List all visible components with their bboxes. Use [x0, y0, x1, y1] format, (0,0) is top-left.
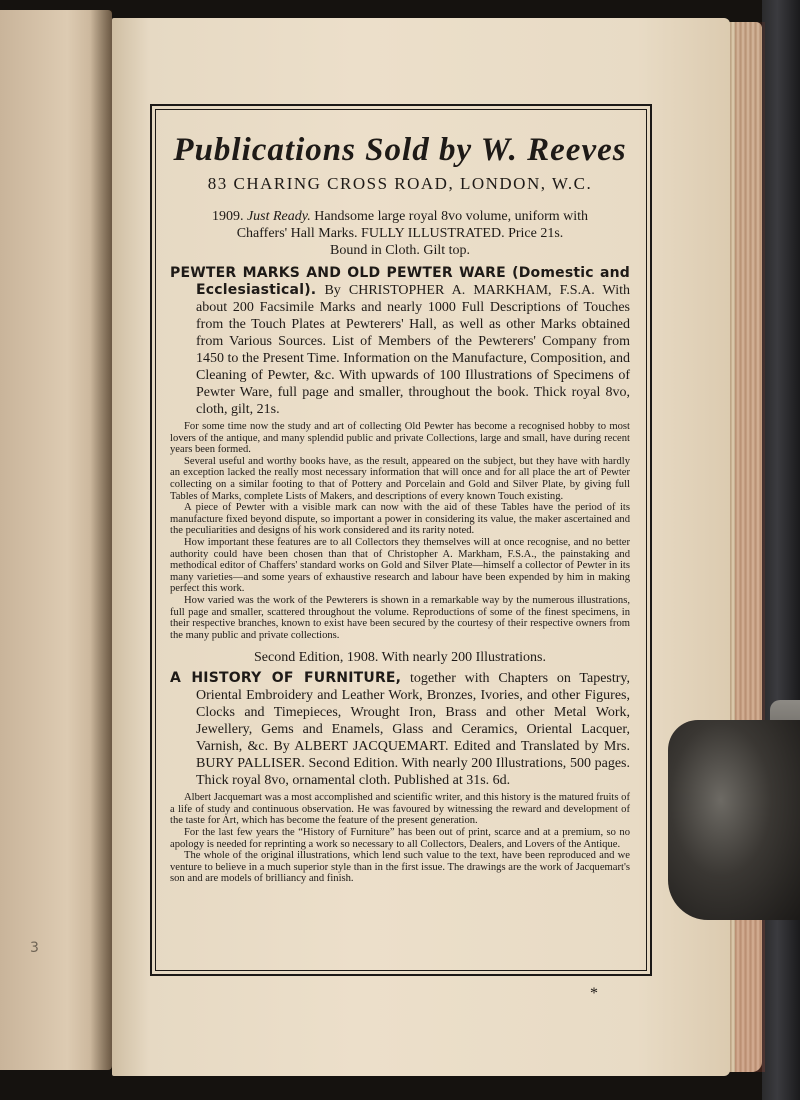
spine-shadow — [90, 10, 112, 1070]
left-page — [0, 10, 112, 1070]
book2-description — [170, 792, 630, 885]
book1-desc-paragraph: A piece of Pewter with a visible mark can now with the aid of these Tables have the period of its manufacture fixed beyond dispute, so important a power in considering its value, the maker ascertained and the peculiarities and designs of his work considered and its rarity noted. — [170, 502, 630, 537]
book2-entry — [170, 670, 630, 789]
book-cover-edge — [762, 0, 800, 1100]
announce-line3: Bound in Cloth. Gilt top. — [329, 243, 470, 258]
publisher-address: 83 CHARING CROSS ROAD, LONDON, W.C. — [207, 174, 593, 193]
announce-line2: Chaffers' Hall Marks. FULLY ILLUSTRATED. Price 21s. — [236, 226, 564, 241]
page-asterisk: * — [590, 985, 598, 1002]
book2-desc-paragraph: For the last few years the “History of Furniture” has been out of print, scarce and at a premium, so no apology is needed for reprinting a work so necessary to all Collectors, Dealers, and Lovers of the Antique. — [170, 827, 630, 850]
book2-desc-paragraph: The whole of the original illustrations, which lend such value to the text, have been reproduced and we venture to believe in a much superior style than in the first issue. The drawings are the work of Jacquemart's son and are models of brilliancy and finish. — [170, 850, 630, 885]
book1-description — [170, 421, 630, 641]
page-title: Publications Sold by W. Reeves — [173, 132, 627, 168]
book2-title: A HISTORY OF FURNITURE, — [170, 670, 402, 687]
bookend-clip — [668, 720, 800, 920]
book2-body: together with Chapters on Tapestry, Oriental Embroidery and Leather Work, Bronzes, Ivories, and other Figures, Clocks and Timepieces, Wrought Iron, Brass and other Metal Work, Jewellery, Gems and Enamels, Glass and Ceramics, Oriental Lacquer, Varnish, &c. By ALBERT JACQUEMART. Edited and Translated by Mrs. BURY PALLISER. Second Edition. With nearly 200 Illustrations, 500 pages. Thick royal 8vo, ornamental cloth. Published at 31s. 6d. — [196, 671, 630, 789]
book1-announcement — [170, 208, 630, 259]
book2-desc-paragraph: Albert Jacquemart was a most accomplished and scientific writer, and this history is the matured fruits of a life of study and continuous observation. He was favoured by witnessing the reward and development of the taste for Art, which has become the feature of the present generation. — [170, 792, 630, 827]
book2-edition: Second Edition, 1908. With nearly 200 Illustrations. — [254, 650, 546, 666]
book1-desc-paragraph: How important these features are to all Collectors they themselves will at once recognise, and no better authority could have been chosen than that of Christopher A. Markham, F.S.A., the painstaking and methodical editor of Chaffers' standard works on Gold and Silver Plate—himself a collector of Pewter in its many varieties—and some years of exhaustive research and labour have been expended by him in making perfect this work. — [170, 536, 630, 595]
book1-desc-paragraph: Several useful and worthy books have, as the result, appeared on the subject, but they have with hardly an exception lacked the really most necessary information that will once and for all place the art of Pewter collecting on a similar footing to that of Pottery and Porcelain and Gold and Silver Plate, by giving full Tables of Marks, complete Lists of Makers, and descriptions of every known Touch existing. — [170, 455, 630, 502]
announce-year: 1909. — [211, 209, 244, 224]
book1-desc-paragraph: How varied was the work of the Pewterers is shown in a remarkable way by the numerous illustrations, full page and smaller, scattered throughout the volume. Reproductions of some of the finest specimens, in their respective branches, known to exist have been secured by the courtesy of their respective owners from the many public and private collections. — [170, 594, 630, 641]
advert-content — [170, 124, 630, 885]
pencil-mark: 3 — [30, 940, 39, 956]
book1-entry — [170, 265, 630, 418]
book1-title: PEWTER MARKS AND OLD PEWTER WARE (Domestic and Ecclesiastical). — [170, 265, 630, 298]
announce-status: Just Ready. — [246, 209, 311, 224]
book1-desc-paragraph: For some time now the study and art of collecting Old Pewter has become a recognised hobby to most lovers of the antique, and many splendid public and private Collections, large and small, have during recent years been formed. — [170, 421, 630, 456]
book1-body: By CHRISTOPHER A. MARKHAM, F.S.A. With about 200 Facsimile Marks and nearly 1000 Full Descriptions of Touches from the Touch Plates at Pewterers' Hall, as well as other Marks obtained from Various Sources. List of Members of the Pewterers' Company from 1450 to the Present Time. Information on the Manufacture, Composition, and Cleaning of Pewter, &c. With upwards of 100 Illustrations of Specimens of Pewter Ware, full page and smaller, throughout the book. Thick royal 8vo, cloth, gilt, 21s. — [196, 283, 630, 417]
announce-line1: Handsome large royal 8vo volume, uniform with — [314, 209, 589, 224]
